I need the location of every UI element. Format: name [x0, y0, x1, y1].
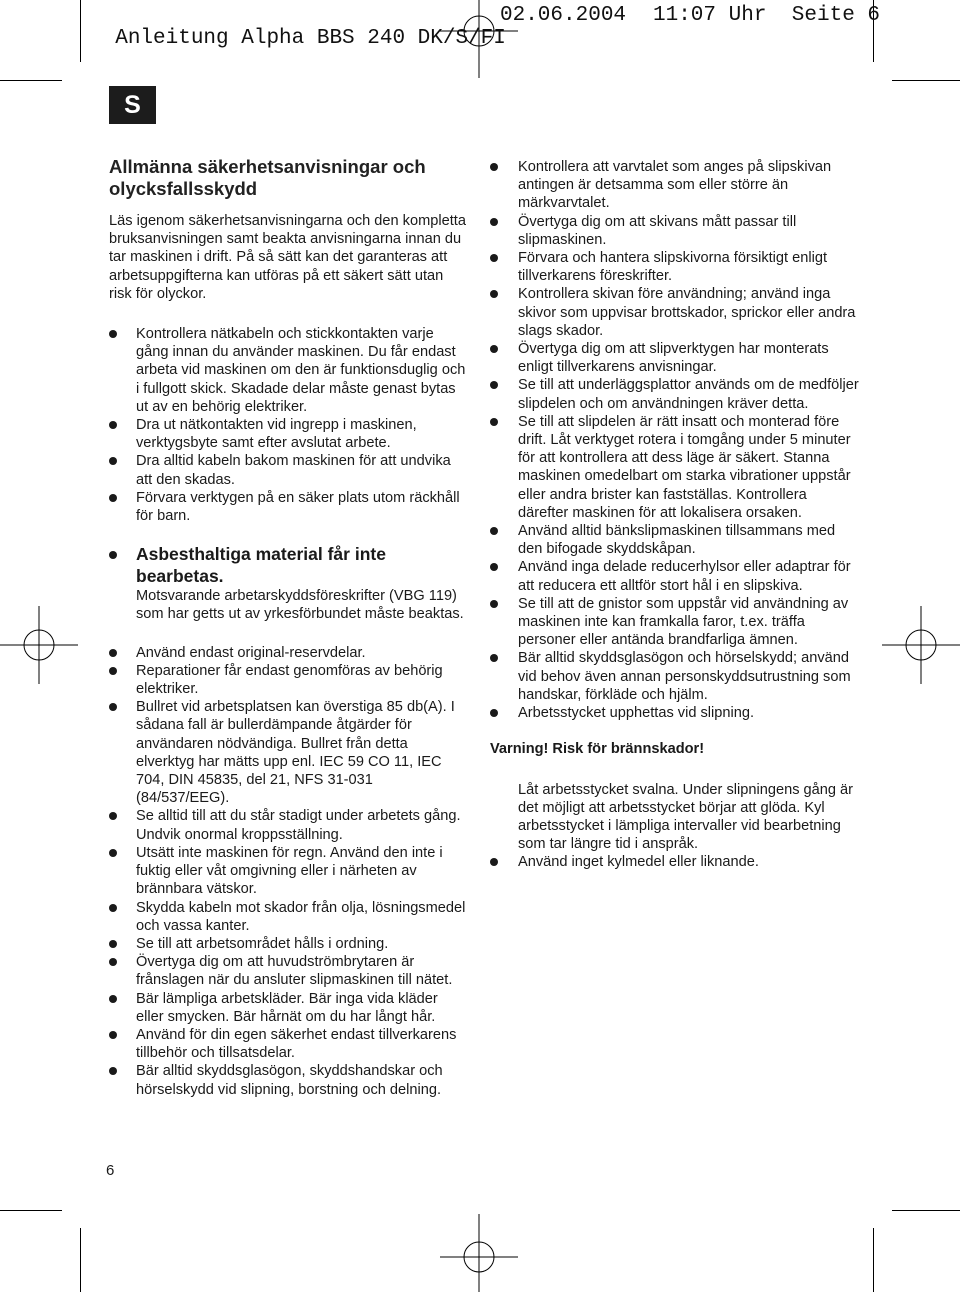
list-item: Använd alltid bänkslipmaskinen tillsammans med den bifogade skyddskåpan. — [490, 522, 860, 558]
right-column — [490, 158, 860, 872]
bullet-icon — [109, 421, 117, 429]
list-item — [109, 543, 469, 623]
safety-list-3 — [490, 158, 860, 722]
list-item: Se till att slipdelen är rätt insatt och monterad före drift. Låt verktyget rotera i tomgång under 5 minuter för att kontrollera att dess läge är säkert. Stanna maskinen omedelbart om starka vibrationer uppstår eller andra brister kan fastställas. Kontrollera därefter maskinen för att lokalisera orsaken. — [490, 413, 860, 522]
asbestos-text: Motsvarande arbetarskyddsföreskrifter (VBG 119) som har getts ut av yrkesförbundet måste beaktas. — [136, 588, 464, 623]
list-item: Övertyga dig om att huvudströmbrytaren är frånslagen när du ansluter slipmaskinen till nätet. — [109, 953, 469, 989]
crop-mark — [80, 1228, 81, 1292]
bullet-icon — [490, 163, 498, 171]
bullet-icon — [109, 330, 117, 338]
list-item: Kontrollera att varvtalet som anges på slipskivan antingen är detsamma som eller större än märkvarvtalet. — [490, 158, 860, 213]
print-slug — [90, 4, 880, 119]
bullet-icon — [109, 551, 117, 559]
list-item: Kontrollera skivan före användning; använd inga skivor som uppvisar brottskador, sprickor eller andra slags skador. — [490, 285, 860, 340]
bullet-icon — [109, 995, 117, 1003]
bullet-icon — [109, 1031, 117, 1039]
list-item: Använd inget kylmedel eller liknande. — [490, 853, 860, 871]
warning-text: Låt arbetsstycket svalna. Under slipningens gång är det möjligt att arbetsstycket börjar att glöda. Kyl arbetsstycket i lämpliga intervaller vid bearbetning som tar längre tid i anspråk. — [518, 781, 854, 853]
list-item: Bullret vid arbetsplatsen kan överstiga 85 db(A). I sådana fall är bullerdämpande åtgärder för användaren nödvändiga. Bullret från detta elverktyg har mätts upp enl. IEC 59 CO 11, IEC 704, DIN 45835, del 21, NFS 31-031 (84/537/EEG). — [109, 698, 469, 807]
bullet-icon — [109, 667, 117, 675]
crop-mark — [873, 1228, 874, 1292]
bullet-icon — [490, 290, 498, 298]
safety-list-1 — [109, 325, 469, 525]
list-item: Använd endast original-reservdelar. — [109, 644, 469, 662]
bullet-icon — [109, 812, 117, 820]
bullet-icon — [490, 218, 498, 226]
bullet-icon — [490, 858, 498, 866]
list-item: Reparationer får endast genomföras av behörig elektriker. — [109, 662, 469, 698]
list-item: Dra alltid kabeln bakom maskinen för att undvika att den skadas. — [109, 452, 469, 488]
crop-mark — [80, 0, 81, 62]
asbestos-notice — [109, 543, 469, 623]
crop-mark — [892, 1210, 960, 1211]
registration-mark-icon — [882, 606, 960, 684]
slug-page: Seite 6 — [791, 4, 880, 27]
crop-mark — [892, 80, 960, 81]
asbestos-heading: Asbesthaltiga material får inte bearbetas. — [136, 544, 386, 587]
list-item: Övertyga dig om att skivans mått passar till slipmaskinen. — [490, 213, 860, 249]
bullet-icon — [109, 940, 117, 948]
page-number: 6 — [106, 1162, 115, 1179]
slug-title: Anleitung Alpha BBS 240 DK/S/FI — [115, 27, 506, 50]
language-badge: S — [109, 86, 156, 124]
registration-mark-icon — [0, 606, 78, 684]
list-item: Se till att underläggsplattor används om de medföljer slipdelen och om användningen kräver detta. — [490, 376, 860, 412]
bullet-icon — [490, 418, 498, 426]
left-column — [109, 156, 469, 1099]
bullet-icon — [109, 703, 117, 711]
bullet-icon — [490, 527, 498, 535]
list-item: Bär alltid skyddsglasögon, skyddshandskar och hörselskydd vid slipning, borstning och delning. — [109, 1062, 469, 1098]
list-item: Bär lämpliga arbetskläder. Bär inga vida kläder eller smycken. Bär hårnät om du har långt hår. — [109, 990, 469, 1026]
bullet-icon — [490, 381, 498, 389]
list-item: Bär alltid skyddsglasögon och hörselskydd; använd vid behov även annan personskyddsutrustning som handskar, förkläde och hjälm. — [490, 649, 860, 704]
bullet-icon — [109, 457, 117, 465]
list-item: Se alltid till att du står stadigt under arbetets gång. Undvik onormal kroppsställning. — [109, 807, 469, 843]
bullet-icon — [109, 649, 117, 657]
list-item: Se till att de gnistor som uppstår vid användning av maskinen inte kan framkalla faror, t.ex. träffa personer eller antända brandfarliga ämnen. — [490, 595, 860, 650]
crop-mark — [0, 80, 62, 81]
list-item: Använd inga delade reducerhylsor eller adaptrar för att reducera ett alltför stort hål i en slipskiva. — [490, 558, 860, 594]
safety-list-4 — [490, 853, 860, 871]
bullet-icon — [109, 849, 117, 857]
bullet-icon — [490, 654, 498, 662]
section-title: Allmänna säkerhetsanvisningar och olycksfallsskydd — [109, 156, 426, 199]
bullet-icon — [109, 958, 117, 966]
bullet-icon — [490, 600, 498, 608]
list-item: Förvara verktygen på en säker plats utom räckhåll för barn. — [109, 489, 469, 525]
intro-paragraph: Läs igenom säkerhetsanvisningarna och den kompletta bruksanvisningen samt beakta anvisningarna innan du tar maskinen i drift. På så sätt kan det garanteras att arbetsuppgifterna kan utföras på ett säkert sätt utan risk för olyckor. — [109, 213, 466, 302]
list-item: Dra ut nätkontakten vid ingrepp i maskinen, verktygsbyte samt efter avslutat arbete. — [109, 416, 469, 452]
list-item: Se till att arbetsområdet hålls i ordning. — [109, 935, 469, 953]
safety-list-2 — [109, 644, 469, 1099]
list-item: Använd för din egen säkerhet endast tillverkarens tillbehör och tillsatsdelar. — [109, 1026, 469, 1062]
bullet-icon — [109, 904, 117, 912]
bullet-icon — [109, 494, 117, 502]
warning-heading: Varning! Risk för brännskador! — [490, 741, 705, 758]
bullet-icon — [490, 563, 498, 571]
bullet-icon — [490, 345, 498, 353]
list-item: Arbetsstycket upphettas vid slipning. — [490, 704, 860, 722]
bullet-icon — [109, 1067, 117, 1075]
list-item: Kontrollera nätkabeln och stickkontakten varje gång innan du använder maskinen. Du får endast arbeta vid maskinen om den är funktionsduglig och i fullgott skick. Skadade delar måste genast bytas ut av en behörig elektriker. — [109, 325, 469, 416]
crop-mark — [0, 1210, 62, 1211]
bullet-icon — [490, 254, 498, 262]
list-item: Förvara och hantera slipskivorna försiktigt enligt tillverkarens föreskrifter. — [490, 249, 860, 285]
bullet-icon — [490, 709, 498, 717]
list-item: Skydda kabeln mot skador från olja, lösningsmedel och vassa kanter. — [109, 899, 469, 935]
list-item: Utsätt inte maskinen för regn. Använd den inte i fuktig eller våt omgivning eller i närheten av brännbara vätskor. — [109, 844, 469, 899]
slug-date: 02.06.2004 — [500, 4, 627, 27]
registration-mark-icon — [440, 1214, 518, 1292]
slug-time: 11:07 Uhr — [653, 4, 767, 27]
list-item: Övertyga dig om att slipverktygen har monterats enligt tillverkarens anvisningar. — [490, 340, 860, 376]
